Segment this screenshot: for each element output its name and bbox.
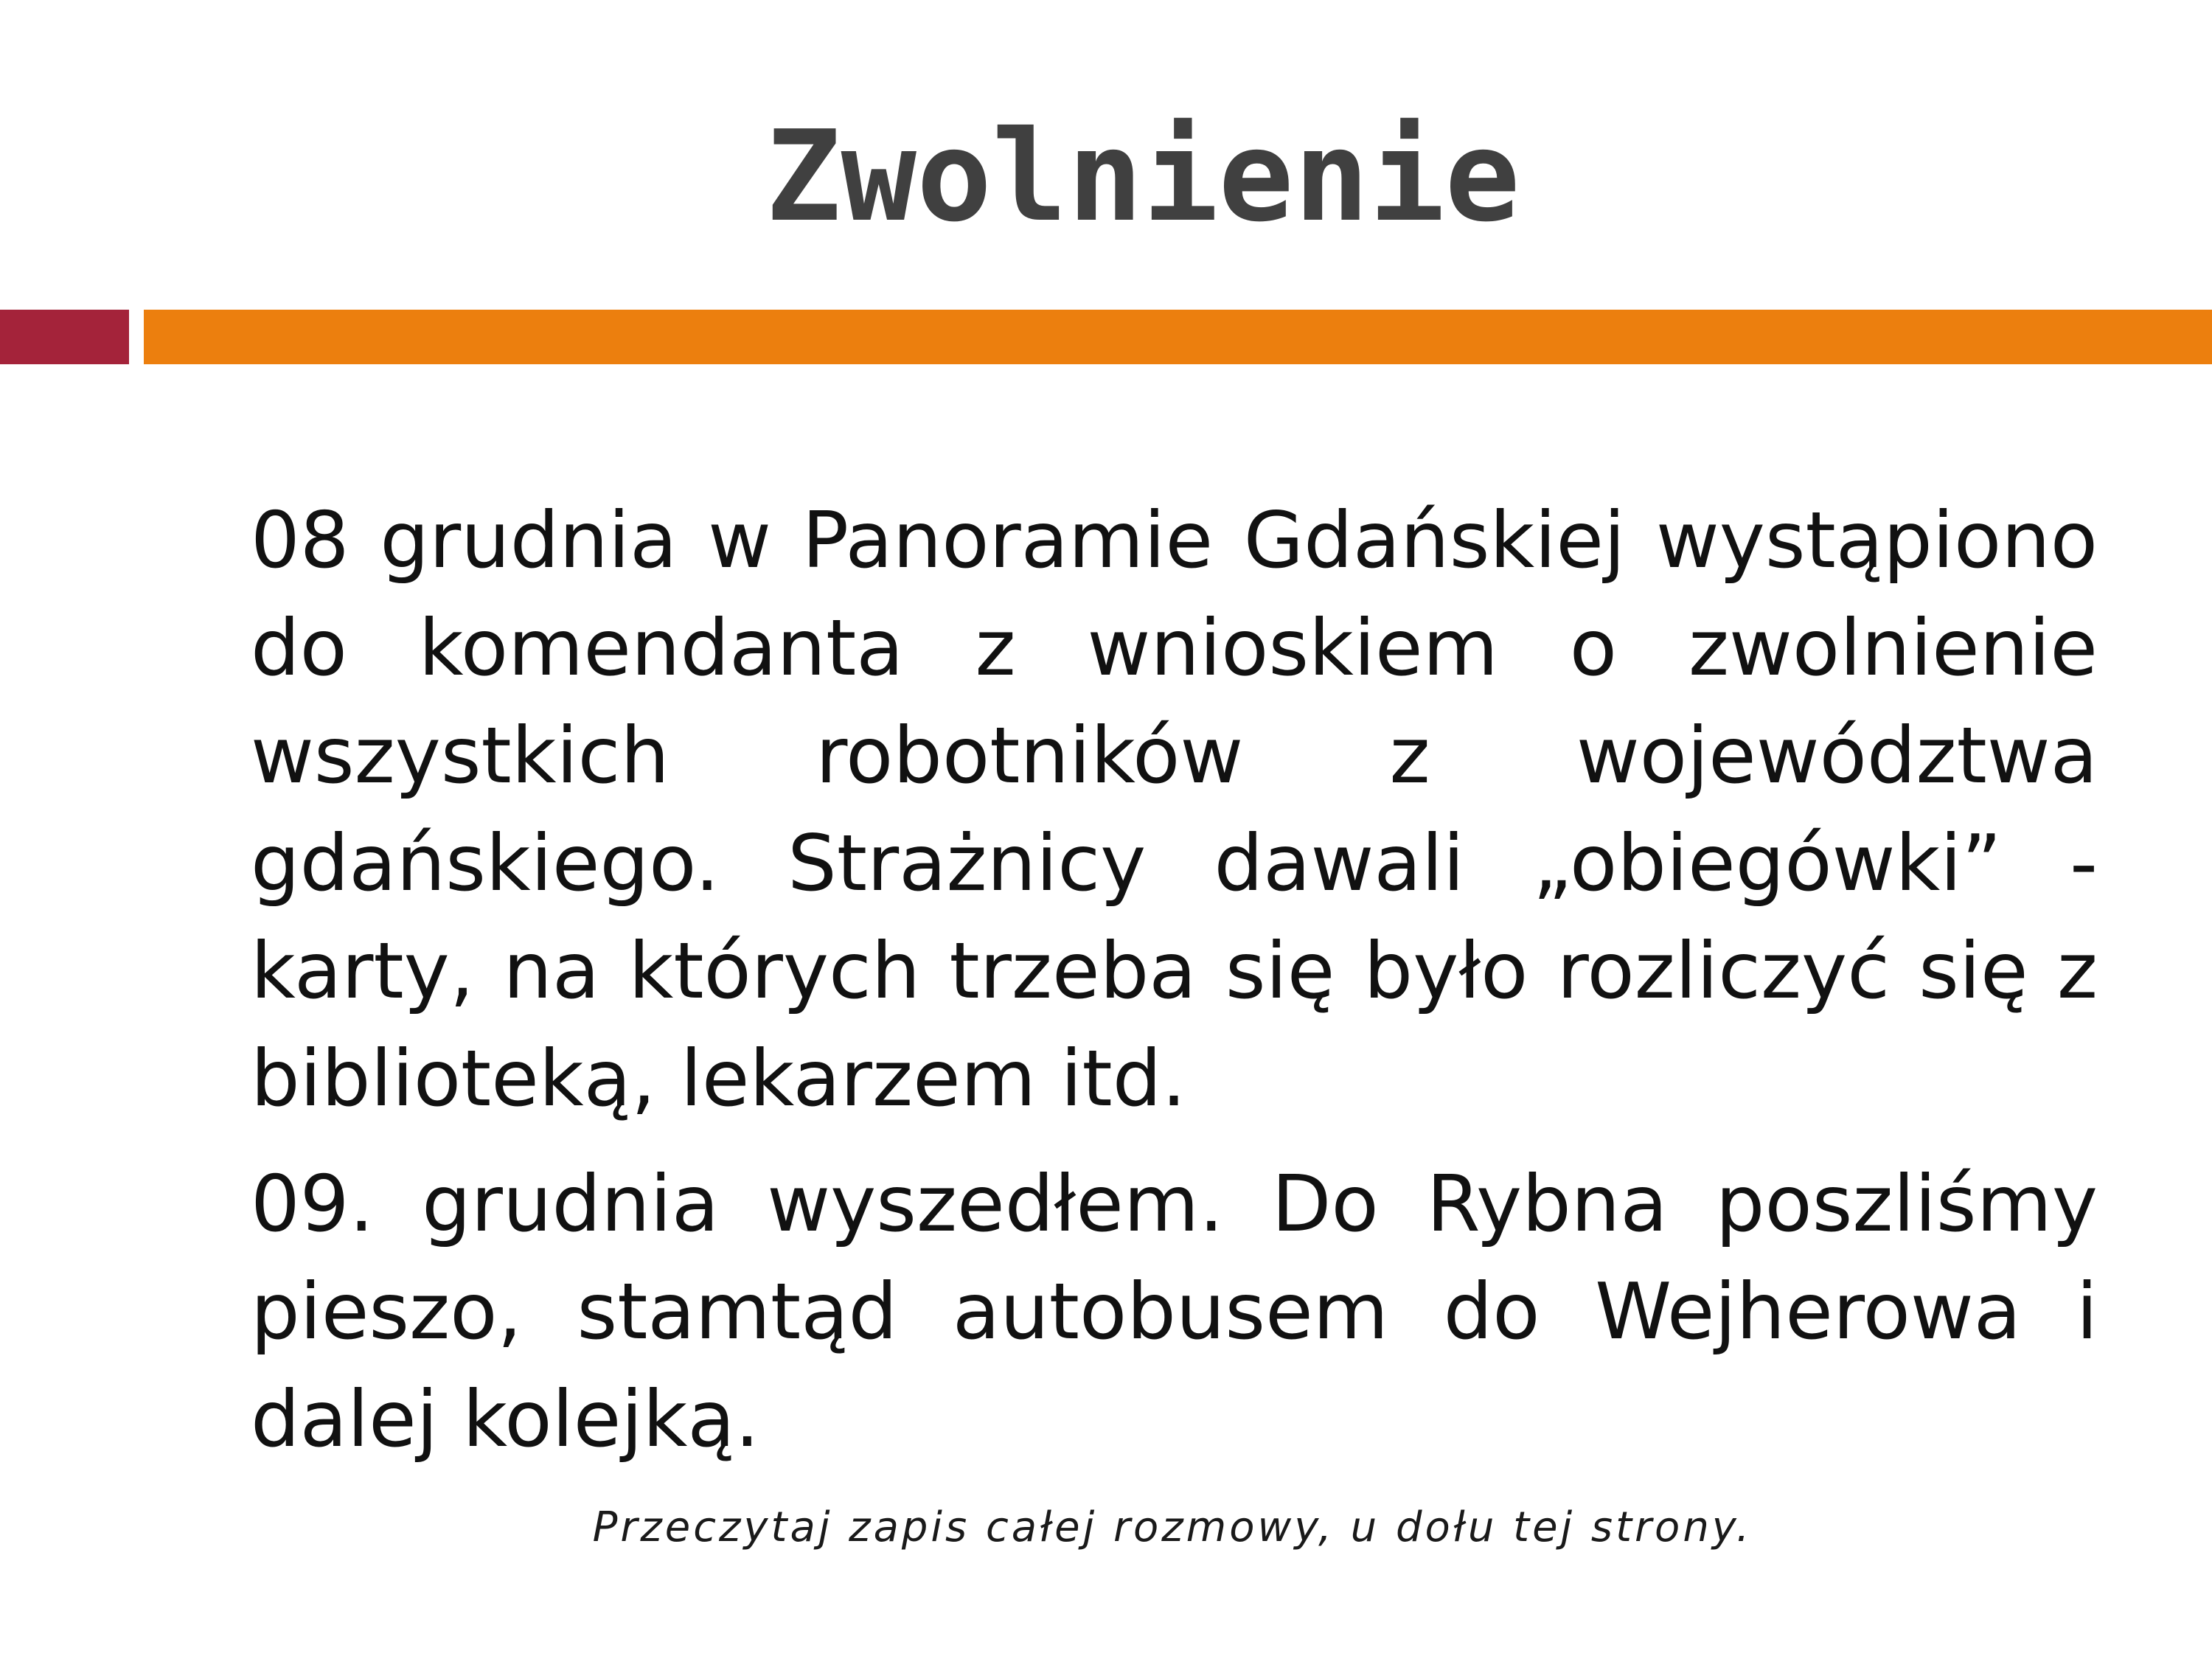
paragraph-release-request: 08 grudnia w Panoramie Gdańskiej wystąpiono do komendanta z wnioskiem o zwolnienie wszystkich robotników z województwa gdańskiego. Strażnicy dawali „obiegówki” - karty, na których trzeba się było rozliczyć się z biblioteką, lekarzem itd.: [251, 495, 2098, 1124]
slide-title: Zwolnienie: [765, 104, 1520, 250]
accent-bar: [144, 310, 2212, 364]
footer-note: Przeczytaj zapis całej rozmowy, u dołu tej strony.: [592, 1503, 1753, 1551]
slide-body: [251, 487, 2098, 1491]
paragraph-departure: 09. grudnia wyszedłem. Do Rybna poszliśmy pieszo, stamtąd autobusem do Wejherowa i dalej kolejką.: [251, 1159, 2098, 1464]
accent-block: [0, 310, 129, 364]
